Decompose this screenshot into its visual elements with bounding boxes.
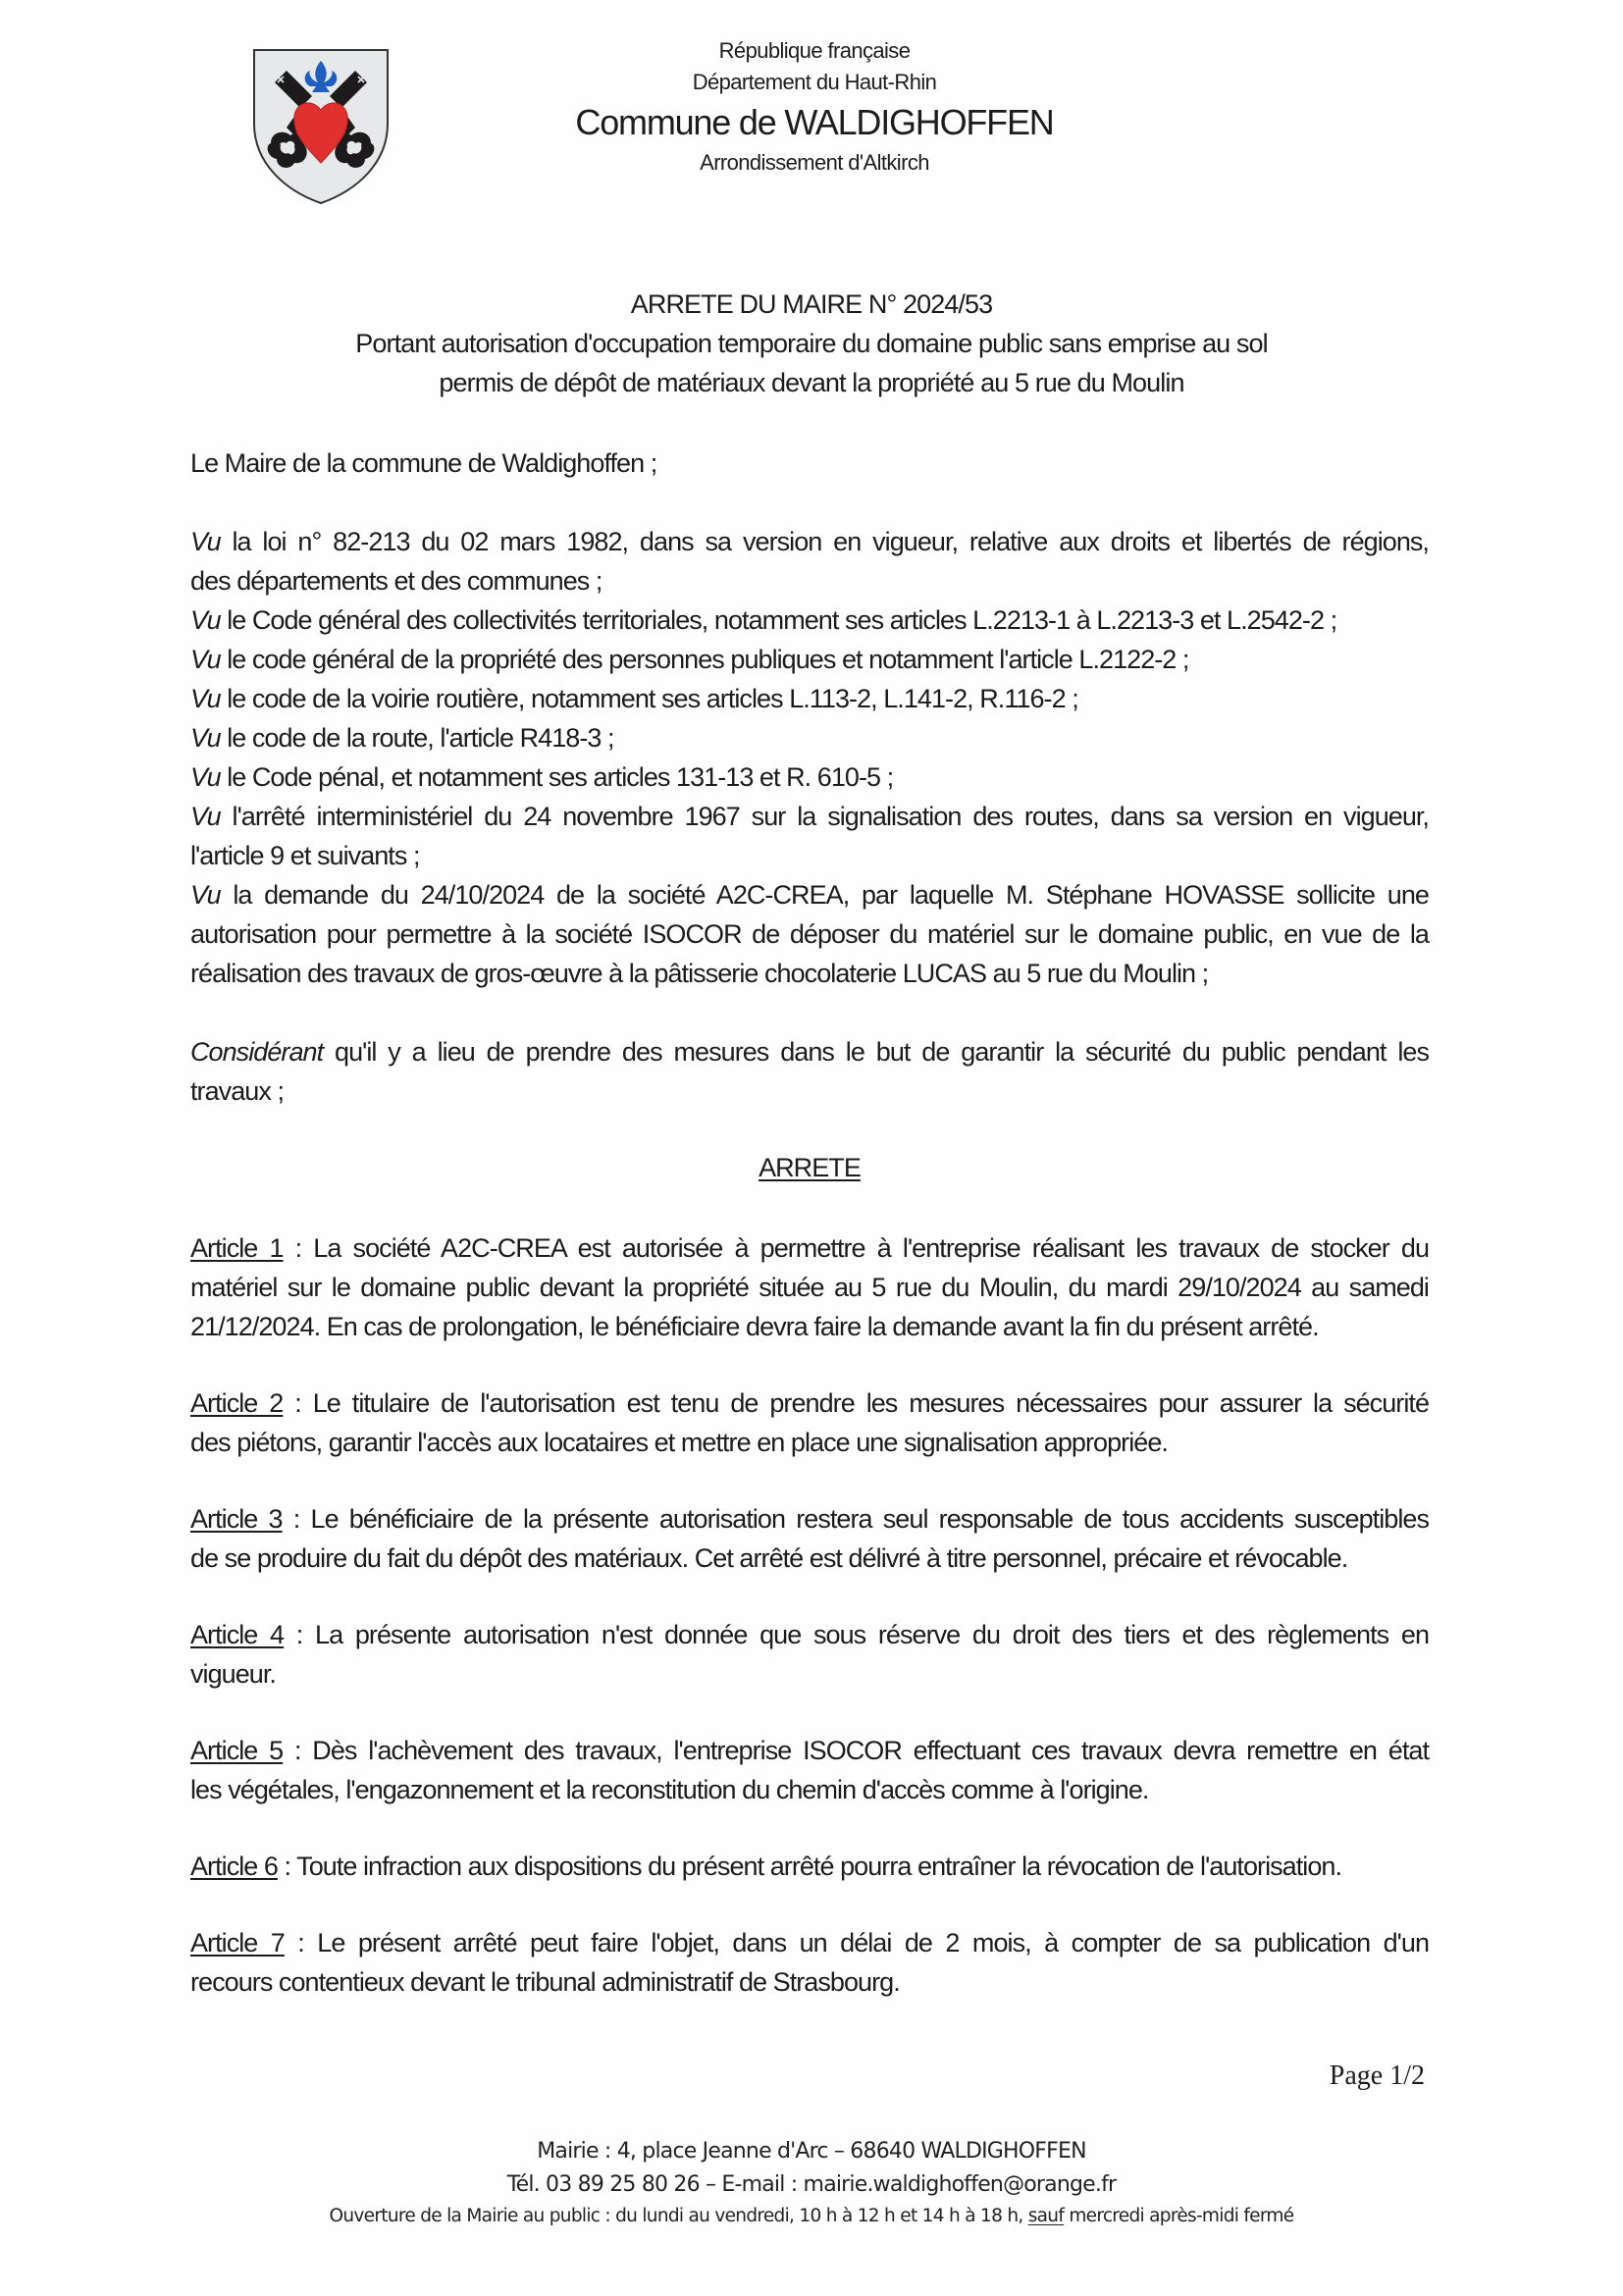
- article: Article 6 : Toute infraction aux dispositions du présent arrêté pourra entraîner la révocation de l'autorisation.: [190, 1852, 1342, 1881]
- mairie-footer: [196, 2135, 1427, 2231]
- department-label: Département du Haut-Rhin: [692, 70, 937, 94]
- article: Article 7 : Le présent arrêté peut faire l'objet, dans un délai de 2 mois, à compter de sa publication d'un recours contentieux devant le tribunal administratif de Strasbourg.: [190, 1928, 1430, 1997]
- vu-label: Vu: [190, 645, 221, 674]
- vu-label: Vu: [190, 723, 221, 753]
- considerant-label: Considérant: [190, 1037, 324, 1067]
- article-label: Article 4: [190, 1620, 285, 1649]
- arrondissement-label: Arrondissement d'Altkirch: [700, 150, 929, 175]
- article-label: Article 6: [190, 1852, 278, 1881]
- vu-item: Vu le Code pénal, et notamment ses articles 131-13 et R. 610-5 ;: [190, 762, 894, 792]
- vu-item: Vu l'arrêté interministériel du 24 novembre 1967 sur la signalisation des routes, dans sa version en vigueur, l'article 9 et suivants ;: [190, 802, 1429, 870]
- article-label: Article 1: [190, 1233, 284, 1263]
- article: Article 2 : Le titulaire de l'autorisation est tenu de prendre les mesures nécessaires pour assurer la sécurité des piétons, garantir l'accès aux locataires et mettre en place une signalisation appropriée.: [190, 1388, 1430, 1457]
- mairie-opening-hours: Ouverture de la Mairie au public : du lundi au vendredi, 10 h à 12 h et 14 h à 18 h, sauf mercredi après-midi fermé: [329, 2206, 1294, 2226]
- vu-label: Vu: [190, 880, 221, 910]
- mayor-intro: Le Maire de la commune de Waldighoffen ;: [190, 448, 657, 478]
- vu-label: Vu: [190, 802, 221, 831]
- vu-item: Vu la demande du 24/10/2024 de la société A2C-CREA, par laquelle M. Stéphane HOVASSE sollicite une autorisation pour permettre à la société ISOCOR de déposer du matériel sur le domaine public, en vue de la réalisation des travaux de gros-œuvre à la pâtisserie chocolaterie LUCAS au 5 rue du Moulin ;: [190, 880, 1429, 988]
- commune-header: [491, 35, 1138, 179]
- commune-name: Commune de WALDIGHOFFEN: [575, 102, 1054, 142]
- article: Article 4 : La présente autorisation n'est donnée que sous réserve du droit des tiers et des règlements en vigueur.: [190, 1620, 1430, 1689]
- decree-title: [196, 285, 1427, 402]
- article: Article 5 : Dès l'achèvement des travaux, l'entreprise ISOCOR effectuant ces travaux devra remettre en état les végétales, l'engazonnement et la reconstitution du chemin d'accès comme à l'origine.: [190, 1736, 1429, 1804]
- article-label: Article 7: [190, 1928, 285, 1957]
- article-label: Article 5: [190, 1736, 284, 1765]
- vu-label: Vu: [190, 605, 221, 635]
- waldighoffen-coat-of-arms-icon: [251, 47, 391, 206]
- vu-label: Vu: [190, 684, 221, 713]
- vu-item: Vu le code général de la propriété des personnes publiques et notamment l'article L.2122-2 ;: [190, 645, 1189, 674]
- article: Article 1 : La société A2C-CREA est autorisée à permettre à l'entreprise réalisant les travaux de stocker du matériel sur le domaine public devant la propriété située au 5 rue du Moulin, du mardi 29/10/2024 au samedi 21/12/2024. En cas de prolongation, le bénéficiaire devra faire la demande avant la fin du présent arrêté.: [190, 1233, 1430, 1341]
- page-number: Page 1/2: [1329, 2061, 1425, 2091]
- vu-item: Vu le code de la voirie routière, notamment ses articles L.113-2, L.141-2, R.116-2 ;: [190, 684, 1078, 713]
- decree-body: [190, 444, 1429, 2002]
- vu-label: Vu: [190, 527, 221, 556]
- decree-number: ARRETE DU MAIRE N° 2024/53: [630, 289, 993, 319]
- vu-item: Vu le code de la route, l'article R418-3 ;: [190, 723, 614, 753]
- decree-subtitle-line: Portant autorisation d'occupation temporaire du domaine public sans emprise au sol: [355, 329, 1268, 358]
- republic-label: République française: [718, 38, 911, 63]
- decree-subtitle-line: permis de dépôt de matériaux devant la propriété au 5 rue du Moulin: [439, 368, 1184, 397]
- vu-label: Vu: [190, 762, 221, 792]
- mairie-contact: Tél. 03 89 25 80 26 – E-mail : mairie.waldighoffen@orange.fr: [506, 2172, 1117, 2197]
- considerant-clause: Considérant qu'il y a lieu de prendre des mesures dans le but de garantir la sécurité du public pendant les travaux ;: [190, 1037, 1429, 1106]
- decision-heading: ARRETE: [759, 1153, 861, 1182]
- vu-item: Vu la loi n° 82-213 du 02 mars 1982, dans sa version en vigueur, relative aux droits et libertés de régions, des départements et des communes ;: [190, 527, 1429, 596]
- article-label: Article 3: [190, 1504, 283, 1534]
- vu-list: [190, 522, 1429, 993]
- article: Article 3 : Le bénéficiaire de la présente autorisation restera seul responsable de tous accidents susceptibles de se produire du fait du dépôt des matériaux. Cet arrêté est délivré à titre personnel, précaire et révocable.: [190, 1504, 1430, 1573]
- mairie-address: Mairie : 4, place Jeanne d'Arc – 68640 WALDIGHOFFEN: [537, 2139, 1086, 2164]
- article-label: Article 2: [190, 1388, 284, 1418]
- vu-item: Vu le Code général des collectivités territoriales, notamment ses articles L.2213-1 à L.2213-3 et L.2542-2 ;: [190, 605, 1337, 635]
